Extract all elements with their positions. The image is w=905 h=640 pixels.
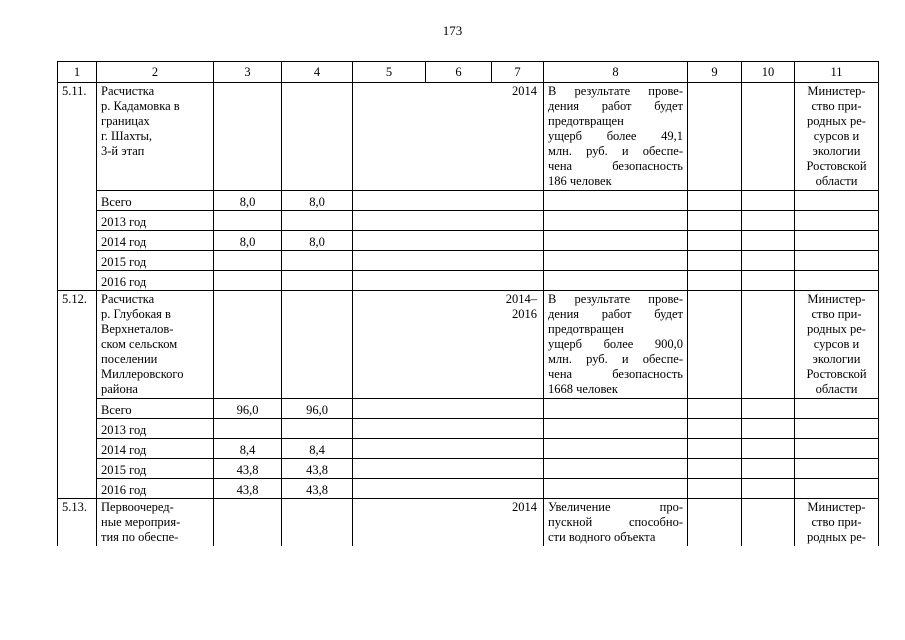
text-line: 2014	[512, 84, 537, 98]
sub-label: 2014 год	[97, 439, 214, 459]
value-col3: 8,4	[214, 439, 282, 459]
empty-cell	[688, 191, 742, 211]
empty-cell	[688, 439, 742, 459]
empty-cell	[544, 399, 688, 419]
empty-cell	[544, 251, 688, 271]
value-col3: 43,8	[214, 479, 282, 499]
cell-col10	[742, 499, 795, 547]
text-line: Ростовской	[806, 159, 867, 173]
years-cell	[353, 291, 544, 399]
empty-cell	[353, 479, 544, 499]
sub-label: Всего	[97, 191, 214, 211]
text-line: В результате прове-	[548, 292, 683, 306]
empty-cell	[353, 271, 544, 291]
text-line: сурсов и	[813, 337, 860, 351]
empty-cell	[795, 479, 879, 499]
measure-name	[97, 291, 214, 399]
empty-cell	[795, 191, 879, 211]
text-line: экологии	[812, 352, 861, 366]
sub-label: 2016 год	[97, 271, 214, 291]
cell-col3	[214, 83, 282, 191]
empty-cell	[742, 271, 795, 291]
empty-cell	[742, 419, 795, 439]
text-line: г. Шахты,	[101, 129, 153, 143]
empty-cell	[795, 231, 879, 251]
empty-cell	[795, 459, 879, 479]
table-body	[58, 62, 879, 547]
empty-cell	[742, 231, 795, 251]
text-line: 2014–	[505, 292, 537, 306]
empty-cell	[688, 419, 742, 439]
text-line: ство при-	[811, 515, 862, 529]
empty-cell	[353, 191, 544, 211]
empty-cell	[795, 271, 879, 291]
result-cell	[544, 83, 688, 191]
sub-label: 2014 год	[97, 231, 214, 251]
empty-cell	[742, 399, 795, 419]
value-col4: 8,0	[282, 231, 353, 251]
text-line: 3-й этап	[101, 144, 145, 158]
value-col3	[214, 251, 282, 271]
empty-cell	[688, 479, 742, 499]
value-col4	[282, 251, 353, 271]
text-line: млн. руб. и обеспе-	[548, 144, 683, 158]
empty-cell	[742, 211, 795, 231]
sub-row	[58, 271, 879, 291]
sub-row	[58, 479, 879, 499]
empty-cell	[544, 231, 688, 251]
text-line: ство при-	[811, 307, 862, 321]
text-line: ском сельском	[101, 337, 178, 351]
empty-cell	[353, 251, 544, 271]
empty-cell	[688, 271, 742, 291]
text-line: ущерб более 49,1	[548, 129, 683, 143]
text-line: чена безопасность	[548, 159, 683, 173]
sub-label: 2013 год	[97, 211, 214, 231]
text-line: границах	[101, 114, 150, 128]
text-line: Ростовской	[806, 367, 867, 381]
header-cell: 11	[795, 62, 879, 83]
text-line: р. Глубокая в	[101, 307, 171, 321]
executor-cell	[795, 83, 879, 191]
header-cell: 3	[214, 62, 282, 83]
value-col4: 43,8	[282, 459, 353, 479]
empty-cell	[688, 459, 742, 479]
text-line: сурсов и	[813, 129, 860, 143]
value-col3	[214, 211, 282, 231]
value-col4: 43,8	[282, 479, 353, 499]
value-col4: 8,0	[282, 191, 353, 211]
table-row	[58, 83, 879, 191]
text-line: предотвращен	[548, 114, 624, 128]
text-line: района	[101, 382, 138, 396]
empty-cell	[353, 399, 544, 419]
value-col3: 96,0	[214, 399, 282, 419]
sub-row	[58, 399, 879, 419]
cell-col10	[742, 83, 795, 191]
text-line: родных ре-	[807, 114, 866, 128]
text-line: родных ре-	[807, 322, 866, 336]
text-line: Расчистка	[101, 292, 155, 306]
empty-cell	[795, 439, 879, 459]
value-col4: 8,4	[282, 439, 353, 459]
row-number: 5.13.	[58, 499, 97, 547]
empty-cell	[742, 479, 795, 499]
empty-cell	[688, 251, 742, 271]
value-col4	[282, 419, 353, 439]
text-line: чена безопасность	[548, 367, 683, 381]
value-col4	[282, 271, 353, 291]
sub-label: 2015 год	[97, 251, 214, 271]
cell-col10	[742, 291, 795, 399]
measure-name	[97, 83, 214, 191]
empty-cell	[544, 191, 688, 211]
empty-cell	[742, 191, 795, 211]
years-cell	[353, 83, 544, 191]
text-line: Миллеровского	[101, 367, 184, 381]
table-row	[58, 499, 879, 547]
measure-name	[97, 499, 214, 547]
result-cell	[544, 499, 688, 547]
cell-col9	[688, 83, 742, 191]
value-col3	[214, 419, 282, 439]
empty-cell	[353, 459, 544, 479]
text-line: 2014	[512, 500, 537, 514]
value-col3	[214, 271, 282, 291]
cell-col4	[282, 83, 353, 191]
sub-label: 2013 год	[97, 419, 214, 439]
text-line: р. Кадамовка в	[101, 99, 180, 113]
program-table	[57, 61, 879, 546]
text-line: экологии	[812, 144, 861, 158]
empty-cell	[795, 399, 879, 419]
sub-row	[58, 419, 879, 439]
text-line: Министер-	[807, 292, 866, 306]
text-line: млн. руб. и обеспе-	[548, 352, 683, 366]
empty-cell	[795, 419, 879, 439]
cell-col3	[214, 499, 282, 547]
empty-cell	[353, 211, 544, 231]
text-line: 1668 человек	[548, 382, 618, 396]
executor-cell	[795, 291, 879, 399]
header-cell: 9	[688, 62, 742, 83]
table-row	[58, 291, 879, 399]
empty-cell	[688, 231, 742, 251]
empty-cell	[688, 399, 742, 419]
sub-row	[58, 211, 879, 231]
value-col3: 8,0	[214, 231, 282, 251]
text-line: сти водного объекта	[548, 530, 656, 544]
empty-cell	[544, 479, 688, 499]
text-line: дения работ будет	[548, 307, 683, 321]
cell-col4	[282, 499, 353, 547]
cell-col4	[282, 291, 353, 399]
text-line: 186 человек	[548, 174, 612, 188]
empty-cell	[544, 459, 688, 479]
sub-label: Всего	[97, 399, 214, 419]
page-number: 173	[442, 23, 463, 38]
text-line: ные мероприя-	[101, 515, 181, 529]
sub-row	[58, 191, 879, 211]
empty-cell	[353, 419, 544, 439]
cell-col9	[688, 499, 742, 547]
text-line: ущерб более 900,0	[548, 337, 683, 351]
sub-row	[58, 231, 879, 251]
empty-cell	[795, 251, 879, 271]
text-line: предотвращен	[548, 322, 624, 336]
empty-cell	[544, 271, 688, 291]
text-line: области	[815, 174, 858, 188]
header-cell: 5	[353, 62, 426, 83]
sub-row	[58, 459, 879, 479]
value-col4: 96,0	[282, 399, 353, 419]
header-cell: 6	[426, 62, 492, 83]
empty-cell	[353, 231, 544, 251]
sub-row	[58, 439, 879, 459]
empty-cell	[353, 439, 544, 459]
header-cell: 2	[97, 62, 214, 83]
text-line: 2016	[512, 307, 537, 321]
text-line: Расчистка	[101, 84, 155, 98]
value-col4	[282, 211, 353, 231]
sub-label: 2016 год	[97, 479, 214, 499]
empty-cell	[795, 211, 879, 231]
header-cell: 7	[492, 62, 544, 83]
executor-cell	[795, 499, 879, 547]
empty-cell	[742, 439, 795, 459]
empty-cell	[688, 211, 742, 231]
result-cell	[544, 291, 688, 399]
years-cell	[353, 499, 544, 547]
empty-cell	[544, 439, 688, 459]
text-line: В результате прове-	[548, 84, 683, 98]
text-line: дения работ будет	[548, 99, 683, 113]
text-line: Верхнеталов-	[101, 322, 174, 336]
sub-label: 2015 год	[97, 459, 214, 479]
text-line: ство при-	[811, 99, 862, 113]
empty-cell	[544, 211, 688, 231]
text-line: Министер-	[807, 84, 866, 98]
empty-cell	[544, 419, 688, 439]
value-col3: 8,0	[214, 191, 282, 211]
text-line: области	[815, 382, 858, 396]
text-line: Первоочеред-	[101, 500, 174, 514]
text-line: родных ре-	[807, 530, 866, 544]
header-cell: 4	[282, 62, 353, 83]
text-line: поселении	[101, 352, 158, 366]
sub-row	[58, 251, 879, 271]
text-line: тия по обеспе-	[101, 530, 179, 544]
header-row	[58, 62, 879, 83]
header-cell: 1	[58, 62, 97, 83]
text-line: пускной способно-	[548, 515, 683, 529]
cell-col9	[688, 291, 742, 399]
header-cell: 10	[742, 62, 795, 83]
header-cell: 8	[544, 62, 688, 83]
empty-cell	[742, 251, 795, 271]
row-number: 5.11.	[58, 83, 97, 291]
text-line: Увеличение про-	[548, 500, 683, 514]
empty-cell	[742, 459, 795, 479]
cell-col3	[214, 291, 282, 399]
text-line: Министер-	[807, 500, 866, 514]
value-col3: 43,8	[214, 459, 282, 479]
row-number: 5.12.	[58, 291, 97, 499]
